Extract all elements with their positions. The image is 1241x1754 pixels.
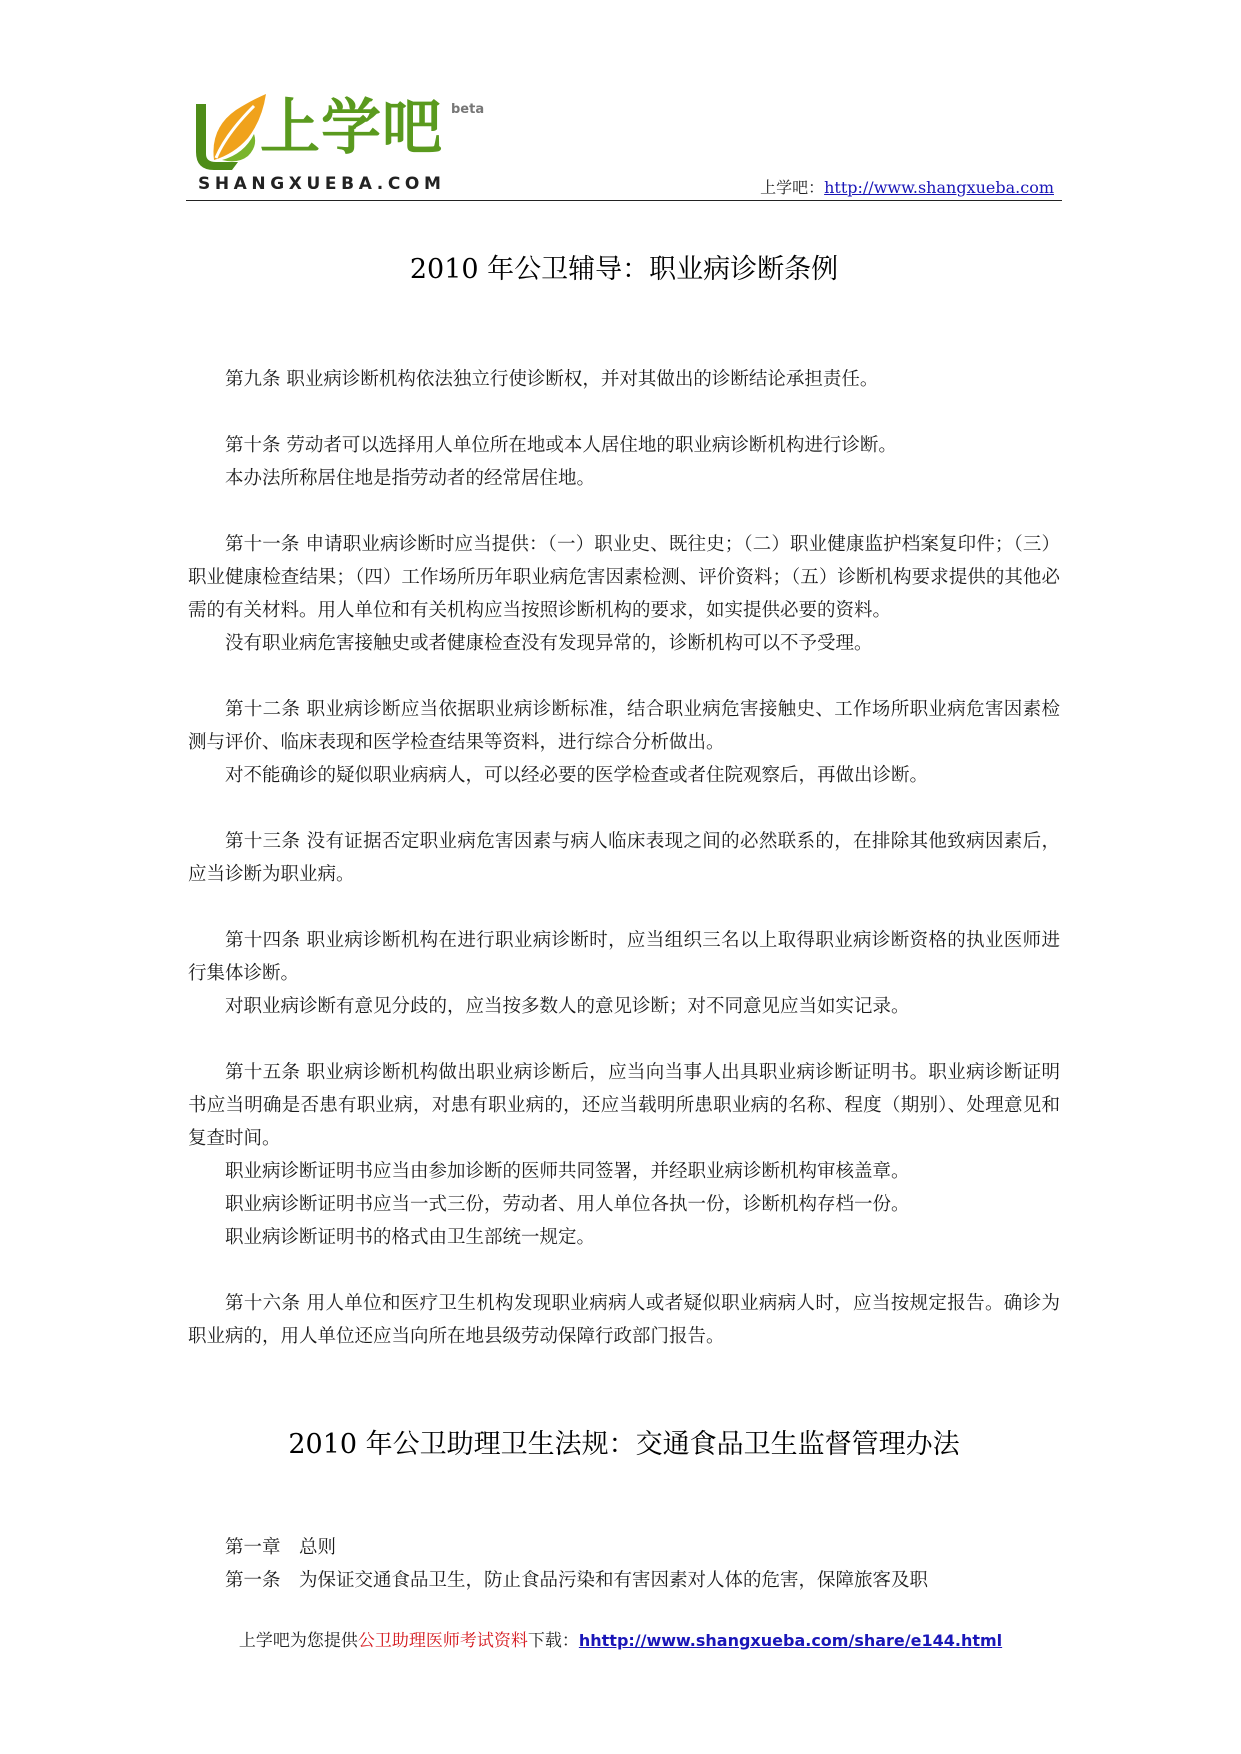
footer-prefix: 上学吧为您提供 bbox=[238, 1631, 358, 1651]
article-14-paragraph: 第十四条 职业病诊断机构在进行职业病诊断时，应当组织三名以上取得职业病诊断资格的执业医师进行集体诊断。 bbox=[188, 930, 1060, 984]
site-url-link[interactable]: http://www.shangxueba.com bbox=[824, 178, 1054, 197]
article-2-title: 2010 年公卫助理卫生法规：交通食品卫生监督管理办法 bbox=[288, 1429, 960, 1460]
article-16-paragraph: 第十六条 用人单位和医疗卫生机构发现职业病病人或者疑似职业病病人时，应当按规定报告。确诊为职业病的，用人单位还应当向所在地县级劳动保障行政部门报告。 bbox=[188, 1293, 1060, 1347]
site-label: 上学吧： bbox=[760, 178, 825, 197]
article-12-note: 对不能确诊的疑似职业病病人，可以经必要的医学检查或者住院观察后，再做出诊断。 bbox=[225, 765, 929, 786]
article-15-note-3: 职业病诊断证明书的格式由卫生部统一规定。 bbox=[225, 1227, 596, 1248]
header-divider bbox=[186, 200, 1062, 201]
footer-download-link[interactable]: hhttp://www.shangxueba.com/share/e144.html bbox=[578, 1631, 1003, 1650]
logo-beta-badge: beta bbox=[451, 102, 485, 117]
article-2-first-paragraph: 第一条 为保证交通食品卫生，防止食品污染和有害因素对人体的危害，保障旅客及职 bbox=[225, 1570, 929, 1591]
chapter-heading: 第一章 总则 bbox=[225, 1537, 337, 1558]
article-2-body bbox=[188, 1531, 1060, 1597]
article-15-paragraph: 第十五条 职业病诊断机构做出职业病诊断后，应当向当事人出具职业病诊断证明书。职业病诊断证明书应当明确是否患有职业病，对患有职业病的，还应当载明所患职业病的名称、程度（期别）、处理意见和复查时间。 bbox=[188, 1062, 1060, 1149]
article-14-note: 对职业病诊断有意见分歧的，应当按多数人的意见诊断；对不同意见应当如实记录。 bbox=[225, 996, 910, 1017]
footer-middle: 下载： bbox=[527, 1631, 579, 1651]
page-footer bbox=[0, 1626, 1241, 1651]
header-site-link bbox=[760, 175, 1054, 198]
article-10-paragraph: 第十条 劳动者可以选择用人单位所在地或本人居住地的职业病诊断机构进行诊断。 bbox=[225, 435, 897, 456]
logo-domain: SHANGXUEBA.COM bbox=[198, 174, 446, 194]
article-11-note: 没有职业病危害接触史或者健康检查没有发现异常的，诊断机构可以不予受理。 bbox=[225, 633, 873, 654]
article-12-paragraph: 第十二条 职业病诊断应当依据职业病诊断标准，结合职业病危害接触史、工作场所职业病危害因素检测与评价、临床表现和医学检查结果等资料，进行综合分析做出。 bbox=[188, 699, 1060, 753]
page-header bbox=[188, 88, 1060, 200]
footer-highlight-link[interactable]: 公卫助理医师考试资料 bbox=[357, 1631, 528, 1651]
site-logo[interactable] bbox=[188, 88, 488, 200]
article-9-paragraph: 第九条 职业病诊断机构依法独立行使诊断权，并对其做出的诊断结论承担责任。 bbox=[225, 369, 879, 390]
leaf-logo-icon bbox=[192, 90, 268, 172]
article-1-title: 2010 年公卫辅导：职业病诊断条例 bbox=[409, 254, 839, 285]
article-13-paragraph: 第十三条 没有证据否定职业病危害因素与病人临床表现之间的必然联系的，在排除其他致病因素后，应当诊断为职业病。 bbox=[188, 831, 1060, 885]
logo-text: 上学吧 bbox=[260, 93, 443, 163]
article-1-body bbox=[188, 363, 1060, 1353]
article-15-note-1: 职业病诊断证明书应当由参加诊断的医师共同签署，并经职业病诊断机构审核盖章。 bbox=[225, 1161, 910, 1182]
article-15-note-2: 职业病诊断证明书应当一式三份，劳动者、用人单位各执一份，诊断机构存档一份。 bbox=[225, 1194, 910, 1215]
article-11-paragraph: 第十一条 申请职业病诊断时应当提供：（一）职业史、既往史；（二）职业健康监护档案复印件；（三）职业健康检查结果；（四）工作场所历年职业病危害因素检测、评价资料；（五）诊断机构要求提供的其他必需的有关材料。用人单位和有关机构应当按照诊断机构的要求，如实提供必要的资料。 bbox=[188, 534, 1060, 621]
article-10-note: 本办法所称居住地是指劳动者的经常居住地。 bbox=[225, 468, 596, 489]
